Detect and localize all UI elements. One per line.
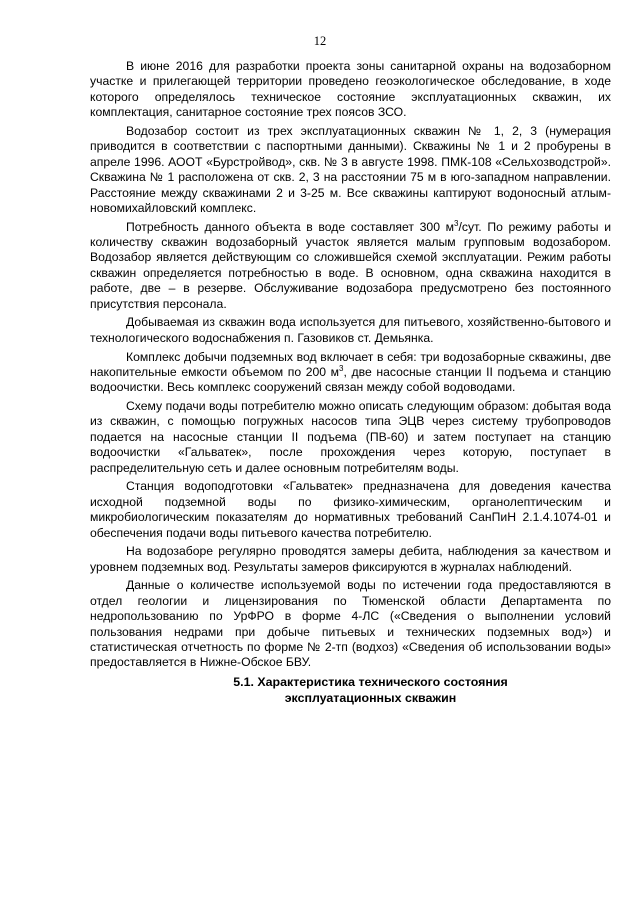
demand-text-before: Потребность данного объекта в воде составляет 300 м (126, 219, 455, 234)
paragraph-water-demand (90, 220, 611, 312)
section-heading-line-2: эксплуатационных скважин (284, 691, 457, 706)
section-heading-line-1: 5.1. Характеристика технического состояния (233, 675, 508, 690)
paragraph-monitoring: На водозаборе регулярно проводятся замеры дебита, наблюдения за качеством и уровнем подземных вод. Результаты замеров фиксируются в журналах наблюдений. (90, 544, 611, 574)
demand-unit-superscript: 3 (454, 218, 459, 228)
demand-text-after: /сут. По режиму работы и количеству скважин водозаборный участок является малым групповым водозабором. Водозабор является действующим со сложившейся схемой эксплуатации. Режим работы скважин определяется потребностью в воде. В основном, одна скважина находится в работе, две – в резерве. Обслуживание водозабора предусмотрено без постоянного присутствия персонала. (90, 219, 611, 311)
complex-text-after: , две насосные станции II подъема и станцию водоочистки. Весь комплекс сооружений связан между собой водоводами. (90, 364, 611, 395)
complex-unit-superscript: 3 (339, 363, 344, 373)
complex-text-before: Комплекс добычи подземных вод включает в себя: три водозаборные скважины, две накопительные емкости объемом по 200 м (90, 349, 611, 379)
paragraph-inspection: В июне 2016 для разработки проекта зоны санитарной охраны на водозаборном участке и прилегающей территории проведено геоэкологическое обследование, в ходе которого определялось техническое состояние эксплуатационных скважин, их комплектация, санитарное состояние трех поясов ЗСО. (90, 59, 611, 120)
document-body (90, 59, 611, 706)
paragraph-reporting: Данные о количестве используемой воды по истечении года предоставляются в отдел геологии и лицензирования по Тюменской области Департамента по недропользованию по УрФРО в форме 4-ЛС («Сведения о выполнении условий пользования недрами при добыче питьевых и технических подземных вод») и статистическая отчетность по форме № 2-тп (водхоз) «Сведения об использовании воды» предоставляется в Нижне-Обское БВУ. (90, 578, 611, 670)
paragraph-complex (90, 350, 611, 396)
paragraph-water-use: Добываемая из скважин вода используется для питьевого, хозяйственно-бытового и технологического водоснабжения п. Газовиков ст. Демьянка. (90, 315, 611, 345)
section-heading (90, 674, 611, 706)
page-number: 12 (313, 34, 327, 48)
paragraph-treatment-station: Станция водоподготовки «Гальватек» предназначена для доведения качества исходной подземной воды по физико-химическим, органолептическим и микробиологическим показателям до нормативных требований СанПиН 2.1.4.1074-01 и обеспечения подачи воды питьевого качества потребителю. (90, 479, 611, 540)
paragraph-wells: Водозабор состоит из трех эксплуатационных скважин № 1, 2, 3 (нумерация приводится в соответствии с паспортными данными). Скважины № 1 и 2 пробурены в апреле 1996. АООТ «Бурстройвод», скв. № 3 в августе 1998. ПМК-108 «Сельхозводстрой». Скважина № 1 расположена от скв. 2, 3 на расстоянии 75 м в юго-западном направлении. Расстояние между скважинами 2 и 3-25 м. Все скважины каптируют водоносный атлым-новомихайловский комплекс. (90, 123, 611, 215)
paragraph-supply-scheme: Схему подачи воды потребителю можно описать следующим образом: добытая вода из скважин, с помощью погружных насосов типа ЭЦВ через систему трубопроводов подается на насосные станции II подъема (ПВ-60) и затем поступает на станцию водоочистки «Гальватек», после прохождения через которую, поступает в распределительную сеть и далее основным потребителям воды. (90, 399, 611, 475)
